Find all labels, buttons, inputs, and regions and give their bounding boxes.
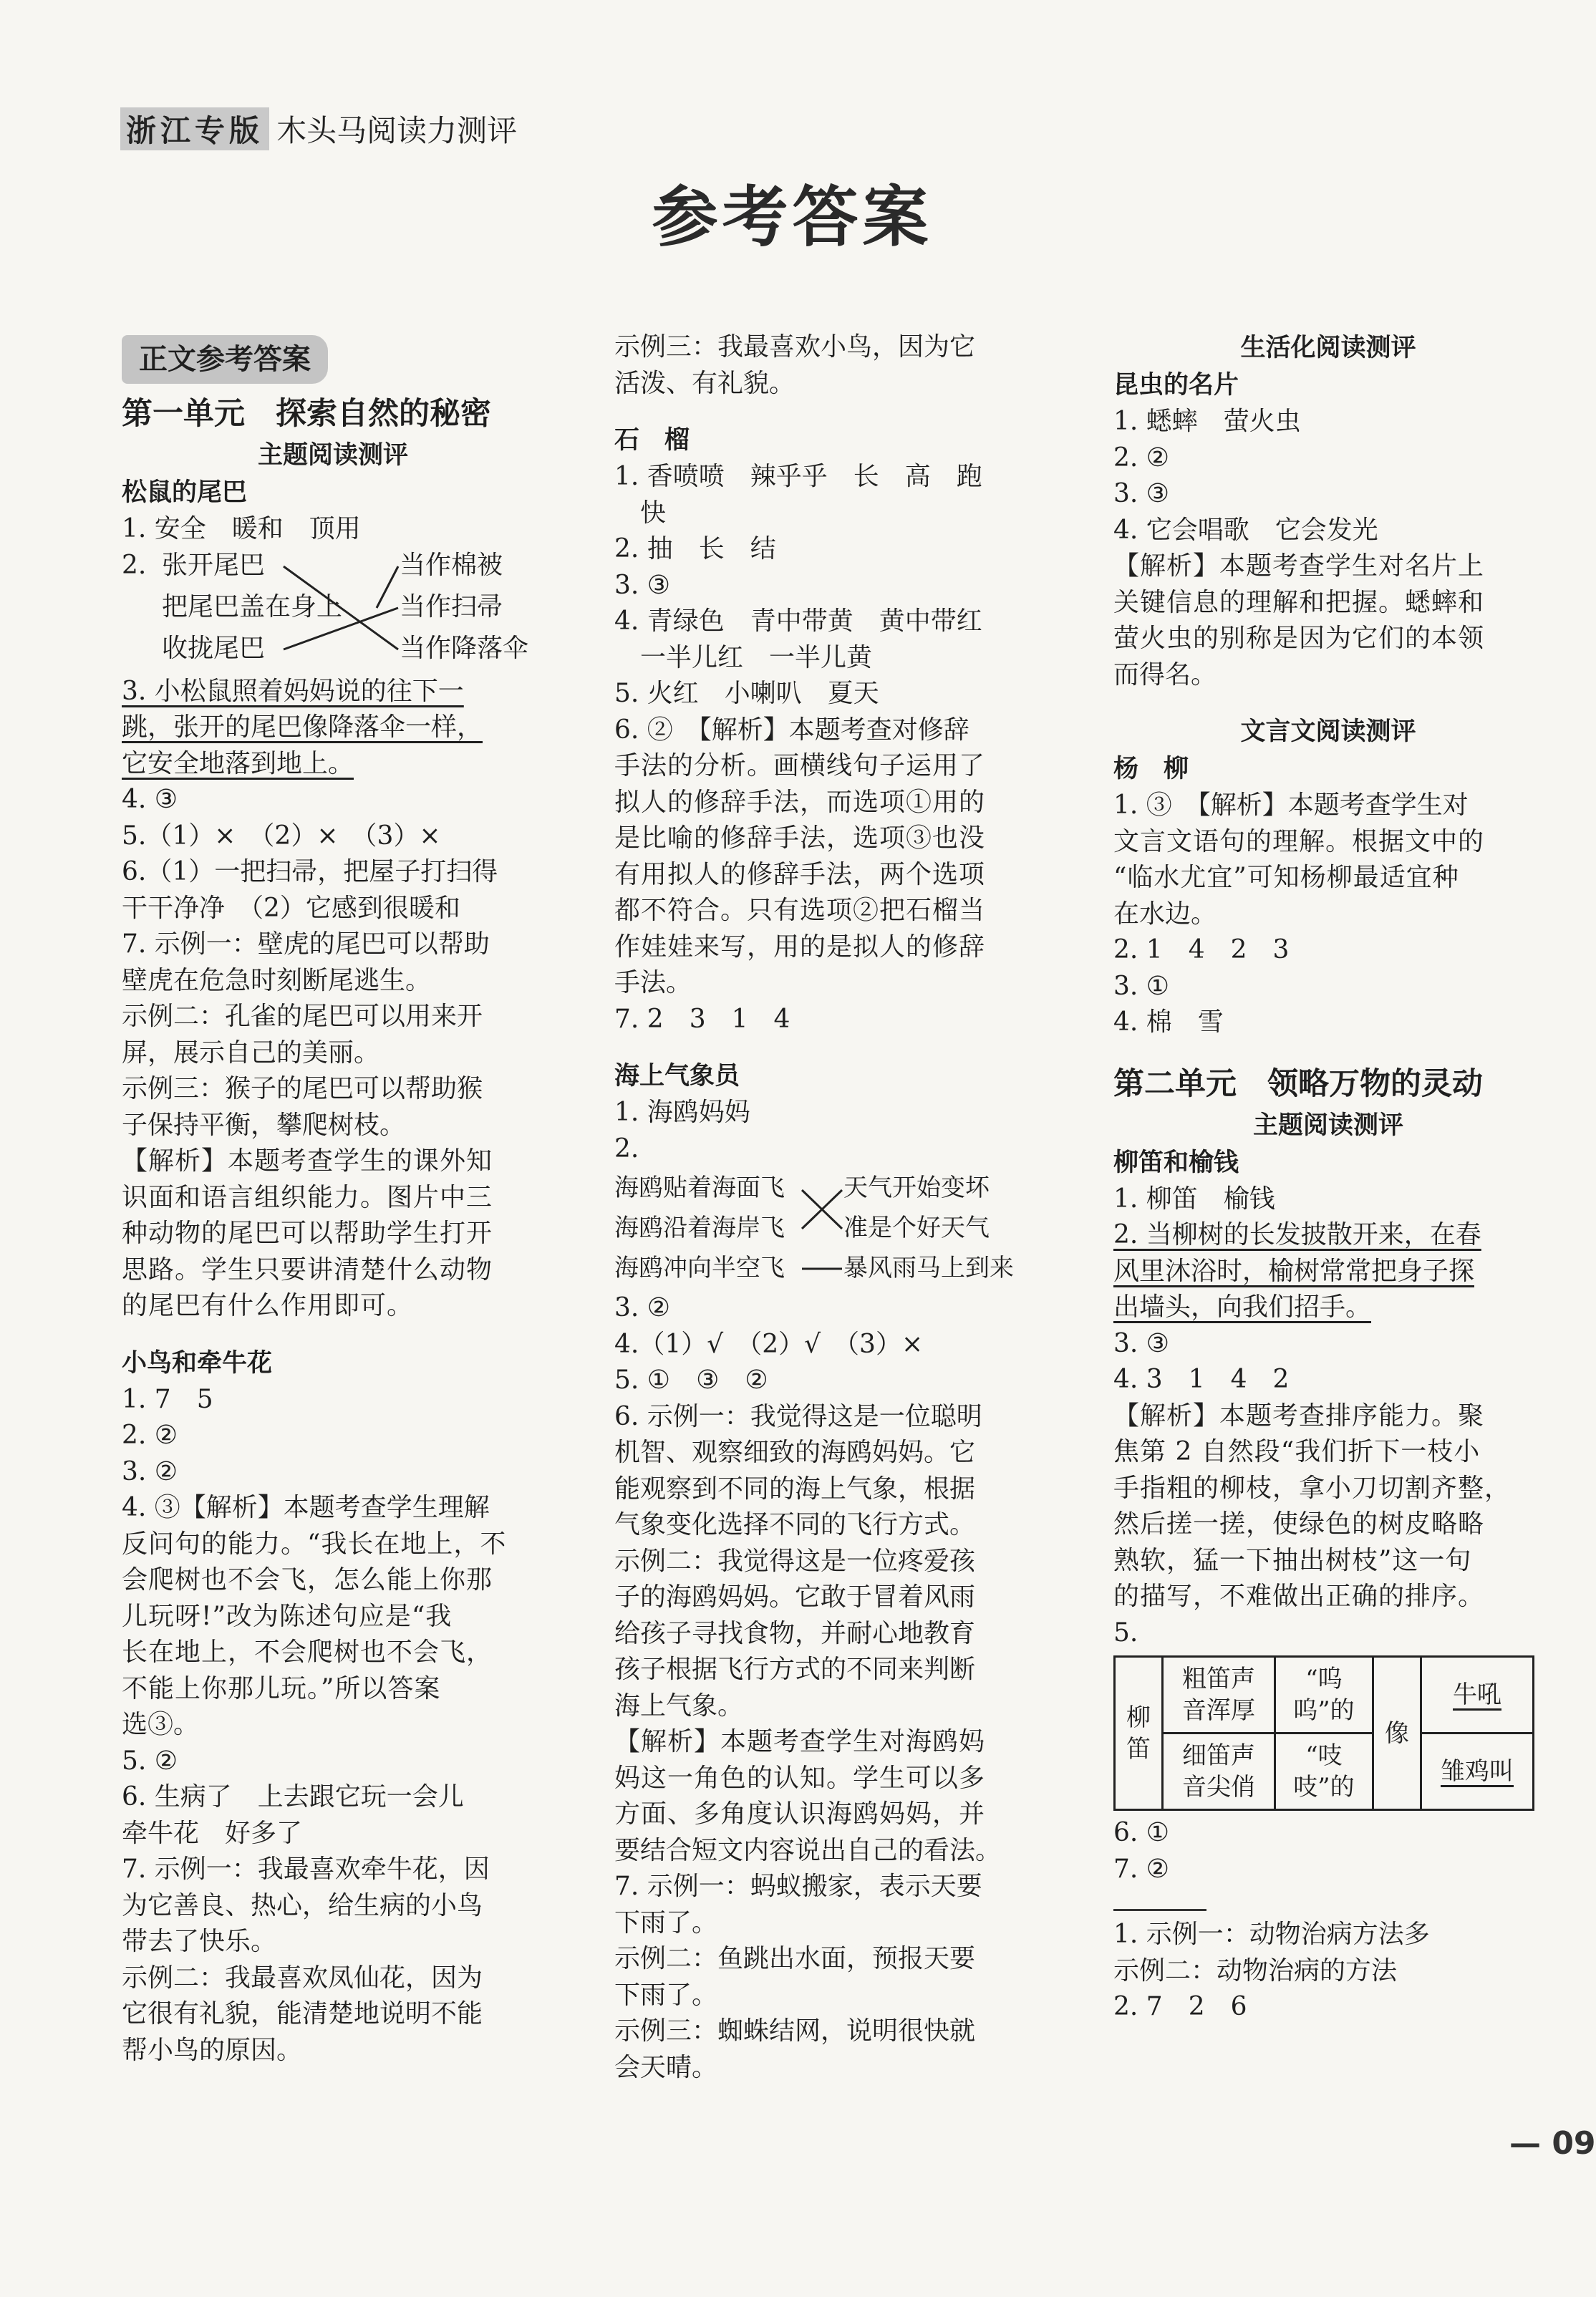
analysis-line: 关键信息的理解和把握。蟋蟀和 (1113, 587, 1485, 617)
analysis-line: 思路。学生只要讲清楚什么动物 (122, 1254, 493, 1285)
answer-line: 2. ② (1113, 443, 1170, 473)
answer-line: 示例三：我最喜欢小鸟，因为它 (614, 332, 976, 362)
analysis-line: 方面、多角度认识海鸥妈妈，并 (614, 1799, 986, 1829)
analysis-line: 反问句的能力。“我长在地上，不 (122, 1529, 507, 1559)
answer-line: 示例二：我最喜欢凤仙花，因为 (122, 1963, 483, 1993)
answer-line: 示例二：我觉得这是一位疼爱孩 (614, 1546, 976, 1576)
answer-number: 5. (1113, 1617, 1138, 1648)
sub-heading: 生活化阅读测评 (1240, 334, 1416, 362)
analysis-line: 要结合短文内容说出自己的看法。 (614, 1835, 1002, 1865)
match-right: 暴风雨马上到来 (843, 1254, 1014, 1282)
match-right: 天气开始变坏 (843, 1174, 990, 1202)
analysis-line: 【解析】本题考查排序能力。聚 (1113, 1401, 1485, 1431)
matching-exercise (614, 1170, 1037, 1290)
analysis-line: 文言文语句的理解。根据文中的 (1113, 826, 1485, 856)
divider (1113, 1909, 1206, 1911)
answer-line: 活泼、有礼貌。 (614, 368, 795, 398)
answer-line: 2. 7 2 6 (1113, 1992, 1247, 2021)
table-cell: 柳笛 (1115, 1657, 1163, 1810)
story-title: 柳笛和榆钱 (1113, 1148, 1239, 1177)
story-title: 小鸟和牵牛花 (122, 1348, 273, 1378)
match-left: 收拢尾巴 (162, 633, 266, 663)
match-left: 海鸥贴着海面飞 (614, 1174, 785, 1202)
edition-char: 专 (195, 113, 226, 148)
answer-line: 3. ① (1113, 971, 1170, 1001)
analysis-line: 不能上你那儿玩。”所以答案 (122, 1673, 441, 1703)
answer-number: 2. (614, 1133, 639, 1164)
header (120, 107, 517, 150)
analysis-line: 作娃娃来写，用的是拟人的修辞 (614, 932, 986, 962)
analysis-line: 【解析】本题考查学生对海鸥妈 (614, 1727, 986, 1756)
analysis-line: 儿玩呀!”改为陈述句应是“我 (122, 1601, 453, 1631)
answer-line: 1. ③ 【解析】本题考查学生对 (1113, 790, 1469, 820)
answer-line: 4. 3 1 4 2 (1113, 1365, 1290, 1394)
unit-heading: 第一单元 探索自然的秘密 (122, 396, 491, 432)
answer-line: 3. ③ (614, 570, 671, 600)
analysis-line: 手法。 (614, 968, 692, 997)
analysis-line: 而得名。 (1113, 659, 1217, 690)
answer-line: 下雨了。 (614, 1907, 718, 1938)
answer-line: 带去了快乐。 (122, 1927, 277, 1956)
answer-line: 4. 棉 雪 (1113, 1007, 1224, 1037)
answer-line: 下雨了。 (614, 1980, 718, 2010)
answer-line: 2. 当柳树的长发披散开来，在春 (1113, 1220, 1481, 1249)
answer-line: 3. ③ (1113, 479, 1170, 508)
answer-line: 7. 示例一：蚂蚁搬家，表示天要 (614, 1872, 982, 1901)
match-left: 把尾巴盖在身上 (162, 591, 343, 622)
answer-line: 7. 示例一：壁虎的尾巴可以帮助 (122, 929, 490, 959)
page-number: — 09 (1509, 2125, 1596, 2162)
answer-line: 6. 示例一：我觉得这是一位聪明 (614, 1401, 982, 1431)
answer-line: 给孩子寻找食物，并耐心地教育 (614, 1618, 976, 1648)
table-cell: “吱吱”的 (1275, 1733, 1373, 1810)
match-lines (122, 548, 544, 674)
column-2 (614, 329, 1037, 2086)
answer-line: 跳，张开的尾巴像降落伞一样， (122, 712, 483, 742)
story-title: 昆虫的名片 (1113, 371, 1239, 400)
answer-line: 3. ③ (1113, 1328, 1170, 1358)
analysis-line: 有用拟人的修辞手法，两个选项 (614, 859, 986, 889)
answer-line: 子保持平衡，攀爬树枝。 (122, 1110, 406, 1140)
answer-line: 一半儿红 一半儿黄 (614, 642, 873, 672)
edition-char: 江 (160, 113, 191, 148)
answer-line: 3. ② (122, 1456, 178, 1486)
column-1 (122, 329, 544, 2069)
table-cell: “呜呜”的 (1275, 1657, 1373, 1733)
answer-line: 3. 小松鼠照着妈妈说的往下一 (122, 676, 464, 706)
analysis-line: 在水边。 (1113, 899, 1217, 929)
answer-line: 为它善良、热心，给生病的小鸟 (122, 1890, 483, 1920)
answer-line: 它安全地落到地上。 (122, 748, 354, 778)
analysis-line: 的描写，不难做出正确的排序。 (1113, 1582, 1485, 1611)
answer-line: 2. 抽 长 结 (614, 534, 776, 564)
answer-line: 1. 安全 暖和 顶用 (122, 514, 361, 543)
match-right: 当作棉被 (400, 550, 503, 580)
sub-heading: 文言文阅读测评 (1240, 717, 1416, 746)
answer-number: 2. (122, 550, 147, 580)
answer-line: 7. 2 3 1 4 (614, 1004, 790, 1034)
answer-line: 示例二：鱼跳出水面，预报天要 (614, 1944, 976, 1973)
match-left: 海鸥沿着海岸飞 (614, 1214, 785, 1242)
analysis-line: 是比喻的修辞手法，选项③也没 (614, 823, 986, 853)
answer-line: 1. 示例一：动物治病方法多 (1113, 1920, 1430, 1949)
analysis-line: 识面和语言组织能力。图片中三 (122, 1182, 493, 1212)
match-right: 准是个好天气 (843, 1214, 990, 1242)
answer-line: 帮小鸟的原因。 (122, 2035, 303, 2065)
answer-line: 牵牛花 好多了 (122, 1818, 303, 1848)
answer-line: 4. ③ (122, 785, 178, 814)
answer-line: 屏，展示自己的美丽。 (122, 1038, 380, 1068)
analysis-line: 【解析】本题考查学生的课外知 (122, 1146, 493, 1176)
answer-line: 6. ① (1113, 1818, 1170, 1847)
column-3 (1113, 329, 1543, 2026)
sub-heading: 主题阅读测评 (1252, 1111, 1403, 1140)
answer-line: 机智、观察细致的海鸥妈妈。它 (614, 1438, 976, 1467)
answer-line: 5. 火红 小喇叭 夏天 (614, 679, 879, 708)
answer-line: 1. 蟋蟀 萤火虫 (1113, 407, 1301, 436)
analysis-line: 拟人的修辞手法，而选项①用的 (614, 787, 986, 817)
edition-char: 版 (229, 113, 260, 148)
answer-line: 风里沐浴时，榆树常常把身子探 (1113, 1256, 1475, 1286)
analysis-line: 的尾巴有什么作用即可。 (122, 1291, 414, 1320)
answer-line: 示例二：孔雀的尾巴可以用来开 (122, 1002, 483, 1031)
answer-line: 4. ③【解析】本题考查学生理解 (122, 1493, 490, 1522)
table-cell: 牛吼 (1421, 1657, 1534, 1733)
answer-line: 5. ① ③ ② (614, 1365, 768, 1395)
analysis-line: 种动物的尾巴可以帮助学生打开 (122, 1219, 493, 1248)
answer-line: 干干净净 （2）它感到很暖和 (122, 893, 460, 923)
answer-line: 1. 柳笛 榆钱 (1113, 1184, 1275, 1214)
answer-line: 5.（1）× （2）× （3）× (122, 821, 441, 851)
answer-line: 示例三：蜘蛛结网，说明很快就 (614, 2016, 976, 2046)
answer-line: 孩子根据飞行方式的不同来判断 (614, 1655, 976, 1684)
analysis-line: 焦第 2 自然段“我们折下一枝小 (1113, 1437, 1481, 1466)
analysis-line: 会爬树也不会飞，怎么能上你那 (122, 1565, 493, 1595)
table-cell: 细笛声音尖俏 (1163, 1733, 1275, 1810)
answer-line: 示例三：猴子的尾巴可以帮助猴 (122, 1074, 483, 1103)
answer-line: 能观察到不同的海上气象，根据 (614, 1474, 976, 1504)
table-cell: 雏鸡叫 (1421, 1733, 1534, 1810)
answer-line: 2. 1 4 2 3 (1113, 935, 1290, 964)
story-title: 松鼠的尾巴 (122, 478, 248, 507)
analysis-line: 手法的分析。画横线句子运用了 (614, 751, 986, 780)
answer-line: 出墙头，向我们招手。 (1113, 1292, 1372, 1322)
answer-line: 4. 它会唱歌 它会发光 (1113, 515, 1378, 545)
analysis-line: 熟软，猛一下抽出树枝”这一句 (1113, 1545, 1472, 1575)
analysis-line: 萤火虫的别称是因为它们的本领 (1113, 624, 1485, 653)
match-right: 当作降落伞 (400, 633, 529, 663)
answer-line: 壁虎在危急时刻断尾逃生。 (122, 965, 432, 995)
answer-line: 它很有礼貌，能清楚地说明不能 (122, 1999, 483, 2028)
story-title: 石 榴 (614, 426, 690, 455)
answer-line: 4.（1）√ （2）√ （3）× (614, 1329, 924, 1359)
analysis-line: 都不符合。只有选项②把石榴当 (614, 896, 986, 925)
answer-line: 会天晴。 (614, 2052, 718, 2082)
page-title: 参考答案 (652, 179, 933, 256)
answer-line: 7. 示例一：我最喜欢牵牛花，因 (122, 1854, 490, 1884)
answer-line: 子的海鸥妈妈。它敢于冒着风雨 (614, 1582, 976, 1612)
edition-badge (120, 107, 269, 150)
analysis-line: 妈这一角色的认知。学生可以多 (614, 1763, 986, 1793)
match-left: 张开尾巴 (162, 550, 266, 580)
answer-line: 7. ② (1113, 1854, 1170, 1884)
answer-line: 6.（1）一把扫帚，把屋子打扫得 (122, 857, 498, 886)
matching-exercise (122, 548, 544, 674)
answer-line: 示例二：动物治病的方法 (1113, 1955, 1398, 1986)
table-cell: 粗笛声音浑厚 (1163, 1657, 1275, 1733)
answer-line: 6. 生病了 上去跟它玩一会儿 (122, 1782, 464, 1812)
analysis-line: “临水尤宜”可知杨柳最适宜种 (1113, 863, 1459, 892)
table-cell: 像 (1373, 1657, 1421, 1810)
answer-line: 4. 青绿色 青中带黄 黄中带红 (614, 606, 982, 636)
unit-heading: 第二单元 领略万物的灵动 (1113, 1065, 1483, 1102)
answer-line: 6. ② 【解析】本题考查对修辞 (614, 715, 969, 745)
answer-line: 5. ② (122, 1746, 178, 1776)
edition-char: 浙 (126, 113, 157, 148)
story-title: 海上气象员 (614, 1062, 740, 1091)
analysis-line: 长在地上，不会爬树也不会飞， (122, 1638, 493, 1667)
answer-line: 2. ② (122, 1421, 178, 1450)
analysis-line: 【解析】本题考查学生对名片上 (1113, 551, 1485, 581)
match-lines (614, 1170, 1037, 1290)
match-left: 海鸥冲向半空飞 (614, 1254, 785, 1282)
match-right: 当作扫帚 (400, 591, 503, 622)
analysis-line: 手指粗的柳枝，拿小刀切割齐整， (1113, 1473, 1512, 1503)
answer-line: 3. ② (614, 1293, 671, 1322)
story-title: 杨 柳 (1113, 755, 1189, 783)
answer-line: 1. 7 5 (122, 1384, 213, 1414)
answer-line: 1. 海鸥妈妈 (614, 1098, 750, 1127)
series-title: 木头马阅读力测评 (276, 113, 518, 148)
answer-line: 海上气象。 (614, 1691, 744, 1721)
answer-table (1113, 1655, 1534, 1811)
answer-line: 气象变化选择不同的飞行方式。 (614, 1510, 976, 1539)
answer-line: 快 (614, 498, 667, 528)
analysis-line: 然后搓一搓，使绿色的树皮略略 (1113, 1509, 1485, 1539)
analysis-line: 选③。 (122, 1710, 200, 1739)
sub-heading: 主题阅读测评 (257, 441, 408, 470)
section-tag: 正文参考答案 (122, 335, 328, 384)
answer-line: 1. 香喷喷 辣乎乎 长 高 跑 (614, 462, 982, 491)
